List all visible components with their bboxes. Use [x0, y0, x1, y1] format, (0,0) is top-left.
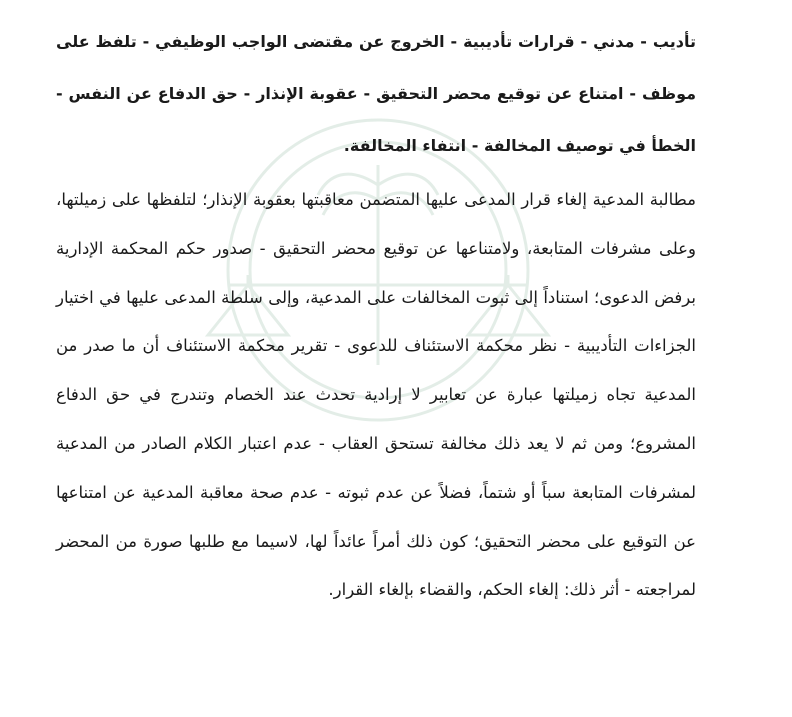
- document-body: [56, 16, 696, 615]
- summary-paragraph: مطالبة المدعية إلغاء قرار المدعى عليها المتضمن معاقبتها بعقوبة الإنذار؛ لتلفظها على زميلتها، وعلى مشرفات المتابعة، ولامتناعها عن توقيع محضر التحقيق - صدور حكم المحكمة الإدارية برفض الدعوى؛ استناداً إلى ثبوت المخالفات على المدعية، وإلى سلطة المدعى عليها في اختيار الجزاءات التأديبية - نظر محكمة الاستئناف للدعوى - تقرير محكمة الاستئناف أن ما صدر من المدعية تجاه زميلتها عبارة عن تعابير لا إرادية تحدث عند الخصام وتندرج في حق الدفاع المشروع؛ ومن ثم لا يعد ذلك مخالفة تستحق العقاب - عدم اعتبار الكلام الصادر من المدعية لمشرفات المتابعة سباً أو شتماً، فضلاً عن عدم ثبوته - عدم صحة معاقبة المدعية عن امتناعها عن التوقيع على محضر التحقيق؛ كون ذلك أمراً عائداً لها، لاسيما مع طلبها صورة من المحضر لمراجعته - أثر ذلك: إلغاء الحكم، والقضاء بإلغاء القرار.: [56, 190, 696, 600]
- corner-ornament-icon: [732, 0, 792, 16]
- top-border: [0, 0, 792, 8]
- keywords-paragraph: تأديب - مدني - قرارات تأديبية - الخروج عن مقتضى الواجب الوظيفي - تلفظ على موظف - امتناع عن توقيع محضر التحقيق - عقوبة الإنذار - حق الدفاع عن النفس - الخطأ في توصيف المخالفة - انتفاء المخالفة.: [56, 32, 696, 155]
- right-border: [784, 8, 792, 717]
